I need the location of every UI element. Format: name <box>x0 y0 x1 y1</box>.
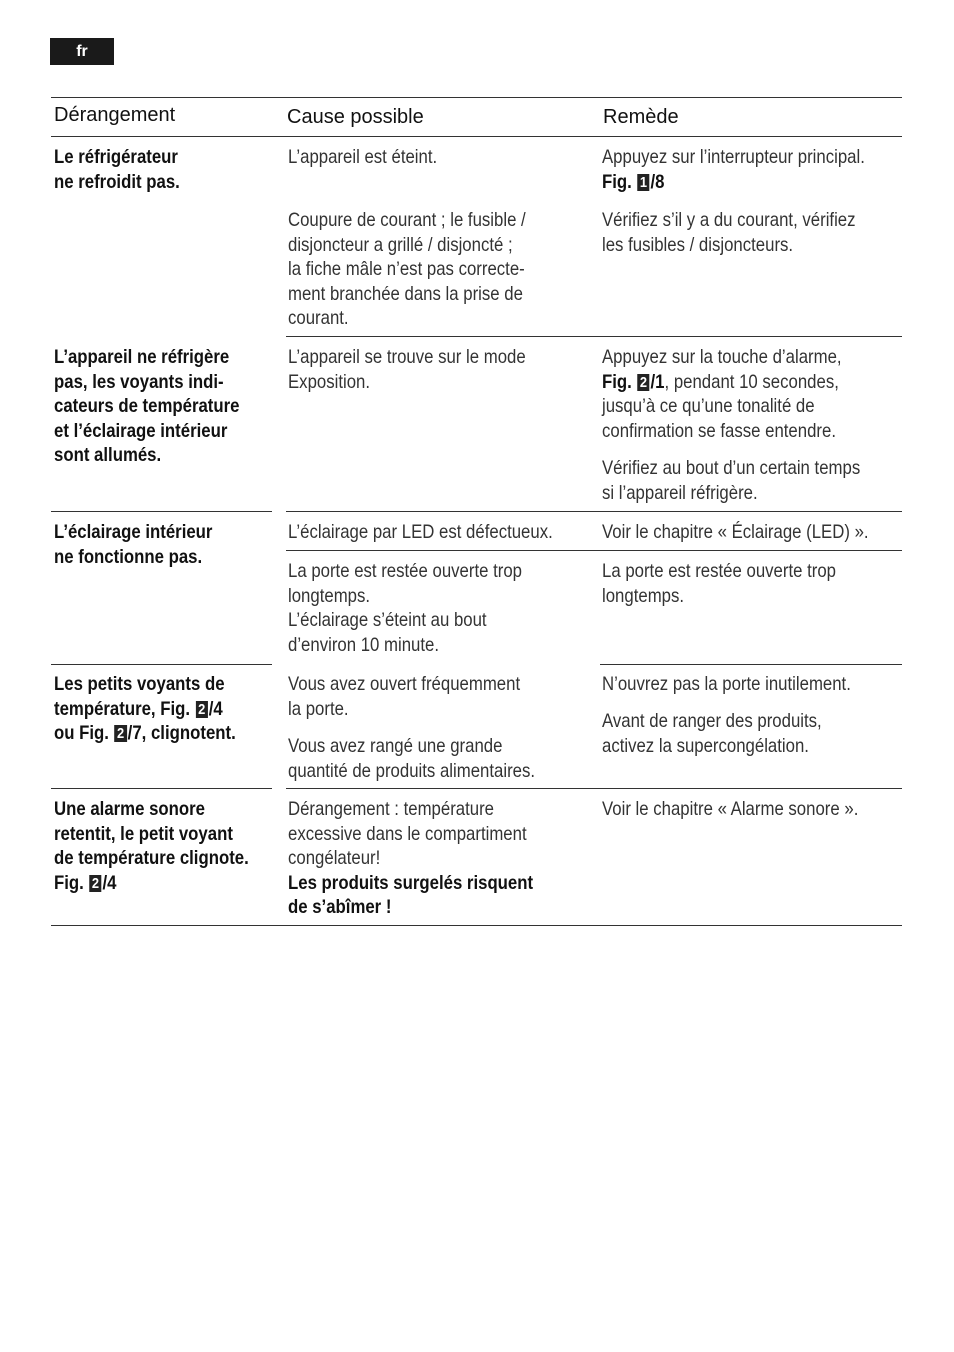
header-remede: Remède <box>603 106 679 128</box>
table-top-rule <box>51 97 902 98</box>
remedy-cell: Voir le chapitre « Éclairage (LED) ». <box>602 521 869 543</box>
warning-text: de s’abîmer ! <box>288 896 392 918</box>
remedy-cell: La porte est restée ouverte trop longtemps. <box>602 560 836 607</box>
fault-cell: L’appareil ne réfrigère pas, les voyants indi- cateurs de température et l’éclairage intérieur sont allumés. <box>54 346 240 466</box>
remedy-cell: Appuyez sur l’interrupteur principal. Fig. 1 /8 <box>602 146 865 193</box>
row-divider <box>51 664 272 665</box>
figure-reference: ou Fig. 2 /7, clignotent. <box>54 722 236 744</box>
remedy-cell: Appuyez sur la touche d’alarme, Fig. 2 /1, pendant 10 secondes, jusqu’à ce qu’une tonalité de confirmation se fasse entendre. <box>602 346 842 442</box>
header-cause: Cause possible <box>287 106 424 128</box>
cause-cell: L’éclairage par LED est défectueux. <box>288 521 553 543</box>
remedy-cell: Voir le chapitre « Alarme sonore ». <box>602 798 859 820</box>
header-rule <box>51 136 902 137</box>
figure-reference: température, Fig. 2 /4 <box>54 697 223 720</box>
remedy-cell: Avant de ranger des produits, activez la supercongélation. <box>602 710 822 757</box>
table-bottom-rule <box>51 925 902 926</box>
figure-reference: Fig. 1 /8 <box>602 170 665 193</box>
cause-cell: Coupure de courant ; le fusible / disjoncteur a grillé / disjoncté ; la fiche mâle n’est pas correcte- ment branchée dans la prise de courant. <box>288 209 526 329</box>
remedy-cell: N’ouvrez pas la porte inutilement. <box>602 673 851 695</box>
figure-number-badge: 2 <box>637 374 649 391</box>
figure-number-badge: 1 <box>637 174 649 191</box>
row-divider <box>286 550 902 551</box>
fault-cell: Le réfrigérateur ne refroidit pas. <box>54 146 180 193</box>
cause-cell: La porte est restée ouverte trop longtemps. L’éclairage s’éteint au bout d’environ 10 minute. <box>288 560 522 656</box>
figure-number-badge: 2 <box>89 875 101 892</box>
row-divider <box>286 511 902 512</box>
row-divider <box>286 336 902 337</box>
row-divider <box>51 511 272 512</box>
cause-cell: Dérangement : température excessive dans le compartiment congélateur! Les produits surgelés risquent de s’abîmer ! <box>288 798 534 918</box>
row-divider <box>51 788 272 789</box>
figure-number-badge: 2 <box>196 701 208 718</box>
cause-cell: L’appareil se trouve sur le mode Exposition. <box>288 346 526 393</box>
header-derangement: Dérangement <box>54 104 176 126</box>
warning-text: Les produits surgelés risquent <box>288 871 534 894</box>
remedy-cell: Vérifiez au bout d’un certain temps si l’appareil réfrigère. <box>602 457 861 504</box>
language-tab: fr <box>50 38 114 65</box>
figure-reference: Fig. 2 /1, pendant 10 secondes, <box>602 370 839 393</box>
figure-number-badge: 2 <box>114 725 126 742</box>
cause-cell: L’appareil est éteint. <box>288 146 438 168</box>
row-divider <box>600 664 902 665</box>
fault-cell: Les petits voyants de température, Fig. 2 /4 ou Fig. 2 /7, clignotent. <box>54 673 236 744</box>
figure-reference: Fig. 2 /4 <box>54 871 117 894</box>
fault-cell: L’éclairage intérieur ne fonctionne pas. <box>54 521 213 568</box>
cause-cell: Vous avez rangé une grande quantité de produits alimentaires. <box>288 735 536 782</box>
cause-cell: Vous avez ouvert fréquemment la porte. <box>288 673 521 720</box>
remedy-cell: Vérifiez s’il y a du courant, vérifiez les fusibles / disjoncteurs. <box>602 209 856 256</box>
row-divider <box>286 788 902 789</box>
fault-cell: Une alarme sonore retentit, le petit voyant de température clignote. Fig. 2 /4 <box>54 798 249 894</box>
